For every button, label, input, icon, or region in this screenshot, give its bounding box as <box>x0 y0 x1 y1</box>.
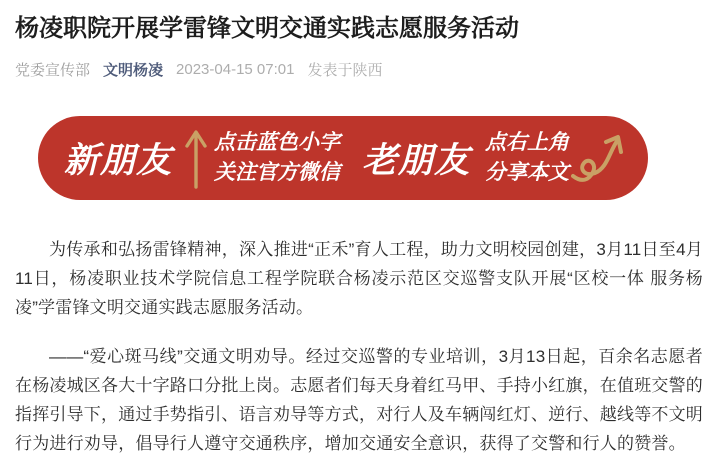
curly-share-arrow-icon <box>571 126 635 186</box>
new-friends-line1: 点击蓝色小字 <box>214 131 341 154</box>
article-body <box>15 235 703 457</box>
new-friends-line2: 关注官方微信 <box>214 161 341 184</box>
publish-datetime: 2023-04-15 07:01 <box>176 61 295 78</box>
old-friends-line2: 分享本文 <box>485 161 570 184</box>
old-friends-label: 老朋友 <box>362 141 471 180</box>
old-friends-line1: 点右上角 <box>485 131 570 154</box>
article-page <box>0 13 718 457</box>
paragraph-1: 为传承和弘扬雷锋精神，深入推进“正禾”育人工程，助力文明校园创建，3月11日至4月11日，杨凌职业技术学院信息工程学院联合杨凌示范区交巡警支队开展“区校一体 服务杨凌”学雷锋文明交通实践志愿服务活动。 <box>15 240 703 317</box>
old-friends-instructions <box>485 128 569 188</box>
up-arrow-icon <box>183 127 209 189</box>
article-meta <box>15 59 703 80</box>
new-friends-instructions <box>214 128 340 188</box>
author-department: 党委宣传部 <box>15 62 91 79</box>
new-friends-label: 新朋友 <box>64 141 173 180</box>
publish-location: 发表于陕西 <box>307 62 383 79</box>
account-name-link[interactable]: 文明杨凌 <box>103 62 164 79</box>
paragraph-2: ——“爱心斑马线”交通文明劝导。经过交巡警的专业培训，3月13日起，百余名志愿者在杨凌城区各大十字路口分批上岗。志愿者们每天身着红马甲、手持小红旗，在值班交警的指挥引导下，通过手势指引、语言劝导等方式，对行人及车辆闯红灯、逆行、越线等不文明行为进行劝导，倡导行人遵守交通秩序，增加交通安全意识，获得了交警和行人的赞誉。 <box>15 347 703 453</box>
promo-banner[interactable] <box>38 116 648 200</box>
page-title: 杨凌职院开展学雷锋文明交通实践志愿服务活动 <box>15 15 519 42</box>
